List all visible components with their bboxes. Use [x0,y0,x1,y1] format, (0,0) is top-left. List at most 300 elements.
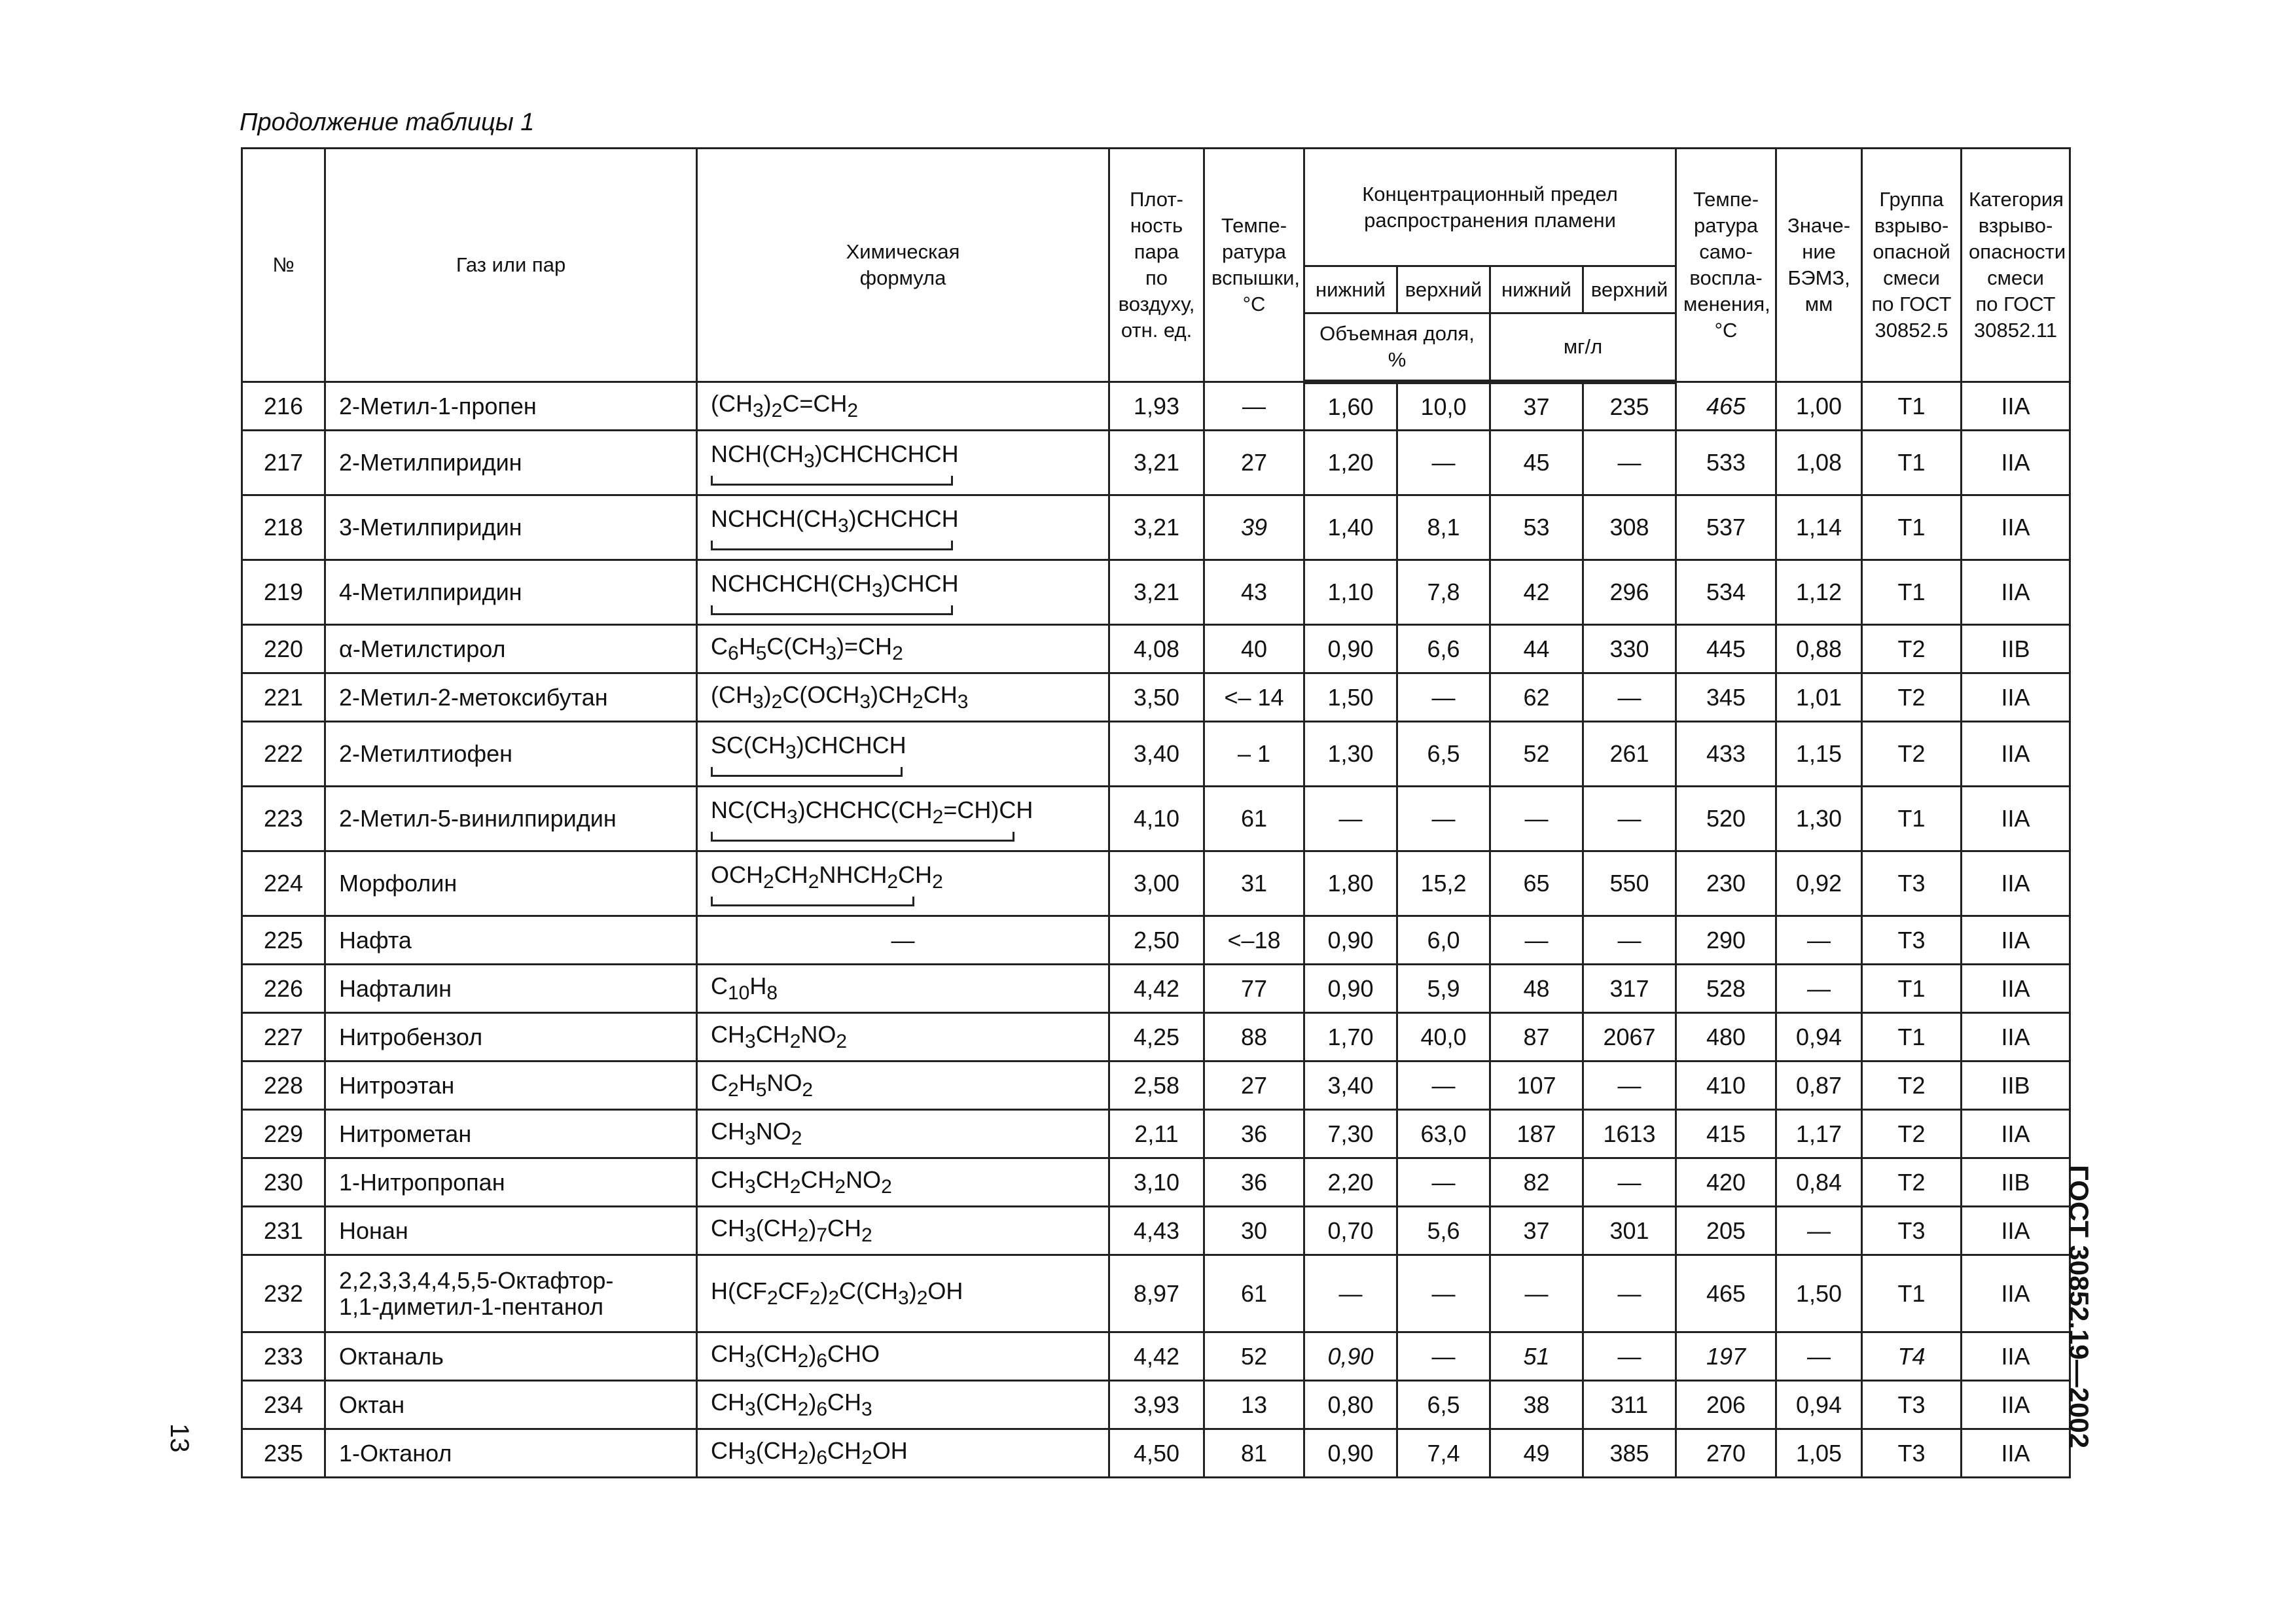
cell-lower-vol: 0,90 [1304,965,1397,1013]
cell-density: 2,11 [1109,1110,1204,1158]
cell-upper-mg: 296 [1583,560,1676,625]
cell-ignition: 520 [1676,787,1776,851]
cell-mesg: 1,15 [1776,722,1862,787]
cell-name: 3-Метилпиридин [325,495,697,560]
cell-name: Морфолин [325,851,697,916]
cell-no: 225 [242,916,325,965]
cell-upper-mg: — [1583,431,1676,495]
cell-mesg: 0,94 [1776,1381,1862,1429]
cell-formula: $CH_3(CH_2)_7CH_2$ [697,1207,1109,1255]
cell-density: 3,40 [1109,722,1204,787]
cell-name: 1-Октанол [325,1429,697,1478]
cell-ignition: 206 [1676,1381,1776,1429]
cell-lower-mg: 107 [1490,1061,1583,1110]
cell-lower-vol: 0,90 [1304,1429,1397,1478]
cell-category: IIA [1962,495,2070,560]
cell-ignition: 537 [1676,495,1776,560]
cell-group: T3 [1862,1381,1962,1429]
cell-upper-vol: 6,0 [1397,916,1490,965]
cell-mesg: 0,87 [1776,1061,1862,1110]
cell-flash: <–18 [1204,916,1304,965]
cell-mesg: 1,17 [1776,1110,1862,1158]
cell-mesg: 0,84 [1776,1158,1862,1207]
cell-group: T1 [1862,787,1962,851]
cell-no: 230 [242,1158,325,1207]
cell-mesg: 1,14 [1776,495,1862,560]
cell-flash: 52 [1204,1332,1304,1381]
cell-no: 227 [242,1013,325,1061]
cell-formula: $NCHCH(CH_3)CHCHCH$ [697,495,1109,560]
table-row [242,722,2070,787]
cell-mesg: 1,00 [1776,382,1862,431]
cell-flash: 81 [1204,1429,1304,1478]
cell-no: 221 [242,673,325,722]
cell-upper-vol: — [1397,1061,1490,1110]
cell-ignition: 410 [1676,1061,1776,1110]
cell-name: Нитробензол [325,1013,697,1061]
cell-density: 3,21 [1109,495,1204,560]
cell-no: 224 [242,851,325,916]
cell-flash: 36 [1204,1110,1304,1158]
cell-ignition: 534 [1676,560,1776,625]
cell-ignition: 445 [1676,625,1776,673]
cell-name: Нафталин [325,965,697,1013]
cell-category: IIA [1962,722,2070,787]
table-row [242,1332,2070,1381]
cell-category: IIA [1962,916,2070,965]
cell-flash: 30 [1204,1207,1304,1255]
cell-upper-vol: — [1397,431,1490,495]
cell-density: 8,97 [1109,1255,1204,1332]
cell-category: IIA [1962,560,2070,625]
cell-mesg: 0,94 [1776,1013,1862,1061]
cell-formula: $CH_3NO_2$ [697,1110,1109,1158]
table-row [242,1013,2070,1061]
cell-upper-vol: 8,1 [1397,495,1490,560]
cell-lower-mg: 37 [1490,1207,1583,1255]
cell-name: 2-Метилпиридин [325,431,697,495]
cell-lower-vol: 0,80 [1304,1381,1397,1429]
cell-group: T1 [1862,560,1962,625]
cell-mesg: — [1776,1332,1862,1381]
cell-group: T2 [1862,1110,1962,1158]
cell-upper-vol: — [1397,787,1490,851]
cell-density: 4,42 [1109,965,1204,1013]
cell-upper-mg: — [1583,1061,1676,1110]
cell-mesg: 0,92 [1776,851,1862,916]
cell-upper-mg: — [1583,1158,1676,1207]
cell-name: Нитроэтан [325,1061,697,1110]
cell-lower-vol: 0,90 [1304,916,1397,965]
cell-category: IIA [1962,673,2070,722]
cell-density: 2,58 [1109,1061,1204,1110]
header-density: Плот- ность пара по воздуху, отн. ед. [1109,149,1204,382]
cell-name: Нитрометан [325,1110,697,1158]
cell-upper-vol: 6,5 [1397,1381,1490,1429]
cell-upper-mg: 311 [1583,1381,1676,1429]
cell-no: 229 [242,1110,325,1158]
cell-upper-mg: 550 [1583,851,1676,916]
cell-formula: $NCH(CH_3)CHCHCHCH$ [697,431,1109,495]
header-no: № [242,149,325,382]
cell-density: 3,93 [1109,1381,1204,1429]
cell-formula: $OCH_2CH_2NHCH_2CH_2$ [697,851,1109,916]
cell-density: 1,93 [1109,382,1204,431]
cell-name: 2-Метил-2-метоксибутан [325,673,697,722]
cell-upper-mg: — [1583,673,1676,722]
cell-upper-vol: — [1397,1255,1490,1332]
cell-flash: 27 [1204,431,1304,495]
header-concentration-limit: Концентрационный предел распространения пламени [1304,149,1676,266]
cell-ignition: 465 [1676,1255,1776,1332]
header-mg-per-l: мг/л [1490,313,1676,382]
cell-density: 4,50 [1109,1429,1204,1478]
cell-density: 3,21 [1109,560,1204,625]
header-upper-vol: верхний [1397,266,1490,313]
cell-flash: 31 [1204,851,1304,916]
cell-name: 2-Метил-5-винилпиридин [325,787,697,851]
cell-ignition: 205 [1676,1207,1776,1255]
cell-no: 217 [242,431,325,495]
cell-category: IIB [1962,1158,2070,1207]
cell-flash: <– 14 [1204,673,1304,722]
cell-no: 228 [242,1061,325,1110]
cell-flash: 39 [1204,495,1304,560]
cell-name: 1-Нитропропан [325,1158,697,1207]
cell-density: 4,08 [1109,625,1204,673]
header-lower-mg: нижний [1490,266,1583,313]
cell-category: IIA [1962,382,2070,431]
table-header [242,149,2070,382]
cell-upper-vol: 15,2 [1397,851,1490,916]
cell-lower-vol: 7,30 [1304,1110,1397,1158]
header-upper-mg: верхний [1583,266,1676,313]
cell-formula: $SC(CH_3)CHCHCH$ [697,722,1109,787]
cell-ignition: 465 [1676,382,1776,431]
cell-group: T3 [1862,851,1962,916]
cell-flash: — [1204,382,1304,431]
table-row [242,431,2070,495]
cell-group: T1 [1862,382,1962,431]
cell-upper-vol: 7,8 [1397,560,1490,625]
table-row [242,1381,2070,1429]
cell-ignition: 197 [1676,1332,1776,1381]
cell-upper-mg: 308 [1583,495,1676,560]
cell-group: T3 [1862,1429,1962,1478]
ring-bracket [711,605,953,615]
cell-group: T3 [1862,1207,1962,1255]
table-row [242,851,2070,916]
cell-no: 218 [242,495,325,560]
ring-bracket [711,832,1014,842]
cell-lower-mg: 51 [1490,1332,1583,1381]
header-lower-vol: нижний [1304,266,1397,313]
cell-upper-mg: — [1583,1332,1676,1381]
cell-category: IIB [1962,625,2070,673]
cell-category: IIB [1962,1061,2070,1110]
cell-ignition: 230 [1676,851,1776,916]
cell-mesg: 0,88 [1776,625,1862,673]
cell-flash: 88 [1204,1013,1304,1061]
cell-category: IIA [1962,1332,2070,1381]
cell-flash: 61 [1204,1255,1304,1332]
cell-formula: $C_6H_5C(CH_3)=CH_2$ [697,625,1109,673]
cell-lower-vol: 1,80 [1304,851,1397,916]
cell-no: 220 [242,625,325,673]
cell-flash: 36 [1204,1158,1304,1207]
cell-formula: $C_2H_5NO_2$ [697,1061,1109,1110]
cell-flash: 27 [1204,1061,1304,1110]
cell-group: T1 [1862,1013,1962,1061]
header-gas: Газ или пар [325,149,697,382]
cell-ignition: 290 [1676,916,1776,965]
cell-lower-vol: 2,20 [1304,1158,1397,1207]
cell-density: 3,00 [1109,851,1204,916]
cell-category: IIA [1962,1381,2070,1429]
cell-ignition: 433 [1676,722,1776,787]
table-row [242,625,2070,673]
cell-category: IIA [1962,787,2070,851]
cell-name: 2-Метилтиофен [325,722,697,787]
cell-group: T2 [1862,1158,1962,1207]
cell-upper-mg: 261 [1583,722,1676,787]
cell-name: 2-Метил-1-пропен [325,382,697,431]
table-row [242,1110,2070,1158]
ring-bracket [711,897,914,906]
cell-formula: $CH_3(CH_2)_6CH_3$ [697,1381,1109,1429]
cell-lower-mg: 42 [1490,560,1583,625]
cell-formula: $C_{10}H_8$ [697,965,1109,1013]
table-caption: Продолжение таблицы 1 [240,109,535,136]
cell-upper-vol: 6,5 [1397,722,1490,787]
cell-mesg: — [1776,916,1862,965]
cell-lower-vol: 1,60 [1304,382,1397,431]
cell-no: 223 [242,787,325,851]
cell-lower-mg: 53 [1490,495,1583,560]
cell-lower-vol: 0,70 [1304,1207,1397,1255]
cell-density: 4,43 [1109,1207,1204,1255]
table-row [242,560,2070,625]
cell-upper-vol: 7,4 [1397,1429,1490,1478]
table-row [242,1255,2070,1332]
cell-density: 4,42 [1109,1332,1204,1381]
cell-category: IIA [1962,965,2070,1013]
cell-lower-vol: 0,90 [1304,625,1397,673]
table-row [242,787,2070,851]
ring-bracket [711,767,903,777]
cell-formula: — [697,916,1109,965]
cell-name: Октан [325,1381,697,1429]
cell-density: 2,50 [1109,916,1204,965]
cell-name: Нафта [325,916,697,965]
cell-group: T1 [1862,431,1962,495]
cell-category: IIA [1962,431,2070,495]
cell-upper-vol: 63,0 [1397,1110,1490,1158]
cell-lower-mg: 45 [1490,431,1583,495]
cell-upper-vol: 5,9 [1397,965,1490,1013]
cell-formula: $(CH_3)_2C=CH_2$ [697,382,1109,431]
cell-group: T1 [1862,1255,1962,1332]
cell-name: α-Метилстирол [325,625,697,673]
ring-bracket [711,476,953,486]
table-row [242,495,2070,560]
cell-mesg: 1,05 [1776,1429,1862,1478]
cell-upper-vol: 10,0 [1397,382,1490,431]
cell-upper-mg: 385 [1583,1429,1676,1478]
cell-lower-vol: 0,90 [1304,1332,1397,1381]
cell-mesg: 1,08 [1776,431,1862,495]
header-formula: Химическая формула [697,149,1109,382]
cell-lower-mg: — [1490,787,1583,851]
cell-group: T3 [1862,916,1962,965]
cell-formula: $CH_3(CH_2)_6CHO$ [697,1332,1109,1381]
header-mesg: Значе- ние БЭМЗ, мм [1776,149,1862,382]
cell-flash: – 1 [1204,722,1304,787]
cell-lower-vol: 1,50 [1304,673,1397,722]
cell-density: 3,50 [1109,673,1204,722]
cell-ignition: 528 [1676,965,1776,1013]
cell-group: T4 [1862,1332,1962,1381]
cell-lower-mg: 49 [1490,1429,1583,1478]
table-row [242,1207,2070,1255]
cell-group: T1 [1862,495,1962,560]
cell-upper-vol: — [1397,1158,1490,1207]
cell-lower-vol: 1,10 [1304,560,1397,625]
cell-lower-mg: 44 [1490,625,1583,673]
table-row [242,1158,2070,1207]
cell-flash: 40 [1204,625,1304,673]
cell-mesg: — [1776,1207,1862,1255]
table-row [242,673,2070,722]
cell-upper-mg: 2067 [1583,1013,1676,1061]
cell-density: 3,10 [1109,1158,1204,1207]
cell-formula: $H(CF_2CF_2)_2C(CH_3)_2OH$ [697,1255,1109,1332]
cell-no: 234 [242,1381,325,1429]
cell-flash: 43 [1204,560,1304,625]
cell-upper-mg: 330 [1583,625,1676,673]
cell-mesg: 1,30 [1776,787,1862,851]
cell-density: 4,25 [1109,1013,1204,1061]
cell-name: 2,2,3,3,4,4,5,5-Октафтор- 1,1-диметил-1-пентанол [325,1255,697,1332]
cell-name: 4-Метилпиридин [325,560,697,625]
cell-no: 219 [242,560,325,625]
header-group: Группа взрыво- опасной смеси по ГОСТ 30852.5 [1862,149,1962,382]
cell-lower-mg: 62 [1490,673,1583,722]
table-row [242,1061,2070,1110]
table-row [242,382,2070,431]
cell-formula: $NCHCHCH(CH_3)CHCH$ [697,560,1109,625]
cell-group: T2 [1862,1061,1962,1110]
page-number: 13 [165,1423,194,1453]
cell-category: IIA [1962,1207,2070,1255]
cell-lower-mg: 187 [1490,1110,1583,1158]
cell-lower-mg: 48 [1490,965,1583,1013]
cell-mesg: — [1776,965,1862,1013]
cell-lower-vol: 3,40 [1304,1061,1397,1110]
cell-lower-mg: 82 [1490,1158,1583,1207]
table-row [242,965,2070,1013]
header-ignition-temp: Темпе- ратура само- воспла- менения, °С [1676,149,1776,382]
cell-density: 3,21 [1109,431,1204,495]
cell-group: T2 [1862,625,1962,673]
cell-lower-vol: 1,30 [1304,722,1397,787]
cell-formula: $NC(CH_3)CHCHC(CH_2=CH)CH$ [697,787,1109,851]
header-category: Категория взрыво- опасности смеси по ГОСТ 30852.11 [1962,149,2070,382]
cell-flash: 77 [1204,965,1304,1013]
cell-density: 4,10 [1109,787,1204,851]
cell-formula: $(CH_3)_2C(OCH_3)CH_2CH_3$ [697,673,1109,722]
cell-category: IIA [1962,851,2070,916]
cell-group: T2 [1862,673,1962,722]
cell-lower-mg: 37 [1490,382,1583,431]
cell-no: 231 [242,1207,325,1255]
cell-no: 226 [242,965,325,1013]
cell-formula: $CH_3CH_2NO_2$ [697,1013,1109,1061]
cell-formula: $CH_3CH_2CH_2NO_2$ [697,1158,1109,1207]
cell-mesg: 1,01 [1776,673,1862,722]
cell-lower-mg: — [1490,1255,1583,1332]
cell-lower-mg: — [1490,916,1583,965]
ring-bracket [711,541,953,550]
cell-upper-mg: 317 [1583,965,1676,1013]
cell-category: IIA [1962,1255,2070,1332]
cell-upper-mg: 301 [1583,1207,1676,1255]
cell-group: T1 [1862,965,1962,1013]
cell-flash: 61 [1204,787,1304,851]
cell-ignition: 415 [1676,1110,1776,1158]
cell-upper-vol: 5,6 [1397,1207,1490,1255]
cell-upper-vol: 6,6 [1397,625,1490,673]
cell-category: IIA [1962,1429,2070,1478]
cell-lower-vol: 1,70 [1304,1013,1397,1061]
cell-upper-vol: 40,0 [1397,1013,1490,1061]
cell-mesg: 1,12 [1776,560,1862,625]
cell-upper-mg: — [1583,1255,1676,1332]
cell-upper-mg: 1613 [1583,1110,1676,1158]
cell-lower-vol: 1,40 [1304,495,1397,560]
cell-lower-vol: 1,20 [1304,431,1397,495]
cell-ignition: 270 [1676,1429,1776,1478]
header-flash-point: Темпе- ратура вспышки, °С [1204,149,1304,382]
cell-no: 232 [242,1255,325,1332]
cell-no: 222 [242,722,325,787]
cell-ignition: 533 [1676,431,1776,495]
cell-upper-mg: — [1583,787,1676,851]
cell-upper-mg: 235 [1583,382,1676,431]
cell-lower-mg: 65 [1490,851,1583,916]
cell-upper-vol: — [1397,673,1490,722]
cell-lower-vol: — [1304,787,1397,851]
table-row [242,916,2070,965]
cell-no: 216 [242,382,325,431]
table-row [242,1429,2070,1478]
cell-flash: 13 [1204,1381,1304,1429]
cell-category: IIA [1962,1110,2070,1158]
cell-group: T2 [1862,722,1962,787]
cell-no: 235 [242,1429,325,1478]
cell-ignition: 420 [1676,1158,1776,1207]
substances-table [241,147,2071,1478]
cell-name: Нонан [325,1207,697,1255]
cell-upper-vol: — [1397,1332,1490,1381]
cell-lower-mg: 38 [1490,1381,1583,1429]
header-volume-fraction: Объемная доля, % [1304,313,1490,382]
cell-lower-mg: 87 [1490,1013,1583,1061]
cell-ignition: 480 [1676,1013,1776,1061]
cell-name: Октаналь [325,1332,697,1381]
standard-designation: ГОСТ 30852.19—2002 [2064,1165,2094,1449]
cell-upper-mg: — [1583,916,1676,965]
